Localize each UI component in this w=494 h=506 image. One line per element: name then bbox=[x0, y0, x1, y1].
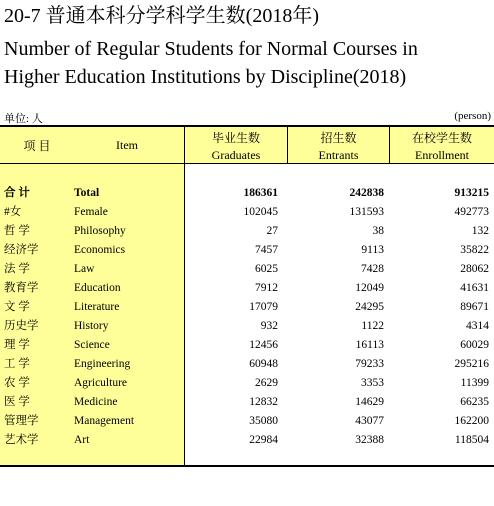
row-graduates: 12832 bbox=[249, 396, 278, 408]
table-title-en-line2: Higher Education Institutions by Discipline(2018) bbox=[4, 66, 407, 88]
header-entrants-cn: 招生数 bbox=[320, 131, 357, 145]
header-enrollment-cn: 在校学生数 bbox=[411, 131, 472, 145]
row-enrollment: 28062 bbox=[460, 263, 489, 275]
row-graduates: 102045 bbox=[243, 206, 278, 218]
header-entrants-en: Entrants bbox=[318, 148, 359, 162]
row-item-cn: 法 学 bbox=[4, 263, 30, 275]
row-item-cn: 管理学 bbox=[4, 415, 39, 427]
unit-label-en: (person) bbox=[454, 110, 491, 122]
row-graduates: 12456 bbox=[249, 339, 278, 351]
row-entrants: 79233 bbox=[355, 358, 384, 370]
row-enrollment: 66235 bbox=[460, 396, 489, 408]
row-item-cn: 经济学 bbox=[4, 244, 39, 256]
row-graduates: 6025 bbox=[255, 263, 278, 275]
row-item-cn: 医 学 bbox=[4, 396, 30, 408]
row-enrollment: 35822 bbox=[460, 244, 489, 256]
row-enrollment: 492773 bbox=[454, 206, 489, 218]
row-graduates: 27 bbox=[266, 225, 278, 237]
row-item-cn: 农 学 bbox=[4, 377, 30, 389]
row-item-en: Management bbox=[74, 415, 135, 427]
row-item-en: Agriculture bbox=[74, 377, 128, 389]
row-graduates: 22984 bbox=[249, 434, 278, 446]
row-entrants: 12049 bbox=[355, 282, 384, 294]
row-item-cn: 教育学 bbox=[4, 282, 39, 294]
row-item-en: Engineering bbox=[74, 358, 131, 370]
row-entrants: 14629 bbox=[355, 396, 384, 408]
row-graduates: 932 bbox=[260, 320, 278, 332]
row-entrants: 38 bbox=[372, 225, 384, 237]
row-entrants: 7428 bbox=[361, 263, 384, 275]
row-enrollment: 295216 bbox=[454, 358, 489, 370]
row-entrants: 1122 bbox=[361, 320, 384, 332]
row-enrollment: 11399 bbox=[460, 377, 489, 389]
row-graduates: 7912 bbox=[255, 282, 278, 294]
row-entrants: 24295 bbox=[355, 301, 384, 313]
row-item-cn: 艺术学 bbox=[4, 434, 39, 446]
row-item-en: Art bbox=[74, 434, 90, 446]
row-entrants: 43077 bbox=[355, 415, 384, 427]
row-enrollment: 4314 bbox=[466, 320, 489, 332]
row-item-cn: 理 学 bbox=[4, 339, 30, 351]
row-item-en: Female bbox=[74, 206, 108, 218]
row-enrollment: 118504 bbox=[454, 434, 489, 446]
unit-label-cn: 单位: 人 bbox=[4, 113, 43, 125]
row-item-en: Total bbox=[74, 187, 100, 199]
row-graduates: 60948 bbox=[249, 358, 278, 370]
table-title-cn: 20-7 普通本科分学科学生数(2018年) bbox=[4, 5, 319, 27]
header-graduates-cn: 毕业生数 bbox=[211, 131, 260, 145]
bottom-rule bbox=[0, 465, 494, 467]
row-graduates: 7457 bbox=[255, 244, 278, 256]
row-entrants: 32388 bbox=[355, 434, 384, 446]
row-graduates: 186361 bbox=[243, 187, 278, 199]
row-item-en: Medicine bbox=[74, 396, 118, 408]
row-enrollment: 913215 bbox=[454, 187, 489, 199]
row-entrants: 3353 bbox=[361, 377, 384, 389]
row-entrants: 131593 bbox=[349, 206, 384, 218]
row-graduates: 2629 bbox=[255, 377, 278, 389]
row-item-cn: 哲 学 bbox=[4, 225, 30, 237]
row-item-cn: #女 bbox=[4, 206, 22, 218]
row-entrants: 9113 bbox=[361, 244, 384, 256]
row-item-en: Education bbox=[74, 282, 121, 294]
row-item-en: Law bbox=[74, 263, 95, 275]
row-item-en: Science bbox=[74, 339, 110, 351]
top-rule bbox=[0, 125, 494, 127]
header-enrollment-en: Enrollment bbox=[415, 148, 469, 162]
column-divider-item bbox=[184, 126, 185, 466]
row-item-en: Economics bbox=[74, 244, 126, 256]
row-graduates: 35080 bbox=[249, 415, 278, 427]
row-item-cn: 历史学 bbox=[4, 320, 39, 332]
row-item-en: Philosophy bbox=[74, 225, 126, 237]
row-enrollment: 60029 bbox=[460, 339, 489, 351]
header-item-cn: 项 目 bbox=[23, 139, 51, 153]
row-entrants: 16113 bbox=[355, 339, 384, 351]
row-item-en: Literature bbox=[74, 301, 120, 313]
row-item-cn: 工 学 bbox=[4, 358, 30, 370]
header-item-en: Item bbox=[116, 138, 138, 152]
row-enrollment: 162200 bbox=[454, 415, 489, 427]
row-enrollment: 132 bbox=[471, 225, 489, 237]
row-graduates: 17079 bbox=[249, 301, 278, 313]
table-title-en-line1: Number of Regular Students for Normal Courses in bbox=[4, 38, 418, 60]
row-entrants: 242838 bbox=[349, 187, 384, 199]
header-bottom-rule bbox=[0, 163, 494, 164]
row-enrollment: 41631 bbox=[460, 282, 489, 294]
row-item-cn: 文 学 bbox=[4, 301, 30, 313]
row-enrollment: 89671 bbox=[460, 301, 489, 313]
row-item-en: History bbox=[74, 320, 109, 332]
row-item-cn: 合 计 bbox=[4, 187, 30, 199]
header-graduates-en: Graduates bbox=[211, 148, 261, 162]
